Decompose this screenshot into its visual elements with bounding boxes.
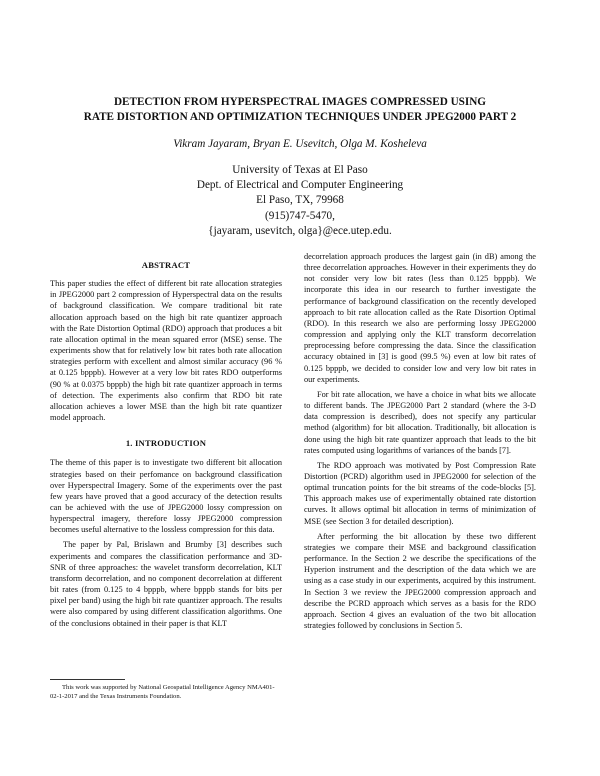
title-line-2: RATE DISTORTION AND OPTIMIZATION TECHNIQUES UNDER JPEG2000 PART 2: [83, 110, 517, 123]
affiliation-phone: (915)747-5470,: [265, 209, 335, 222]
paper-title: [60, 95, 540, 124]
right-paragraph-3: The RDO approach was motivated by Post Compression Rate Distortion (PCRD) algorithm used in JPEG2000 for selection of the optimal truncation points for the bit streams of the code-blocks [5]. This approach makes use of experimentally obtained rate distortion curves. It allows optimal bit allocation in terms of minimization of MSE (see Section 3 for detailed description).: [304, 460, 536, 526]
right-paragraph-2: For bit rate allocation, we have a choice in what bits we allocate to different bands. The JPEG2000 Part 2 standard (where the 3-D data compression is described), does not specify any particular method (algorithm) for bit allocation. Traditionally, bit allocation is done using the high bit rate quantizer approach that leads to the bit rates computed using logarithms of variances of the bands [7].: [304, 389, 536, 455]
right-column: [304, 251, 536, 631]
right-paragraph-1: decorrelation approach produces the largest gain (in dB) among the three decorrelation approaches. However in their experiments they do not consider very low bit rates (less than 0.125 bpppb). We incorporate this idea in our research to further investigate the performance of background classification on the recently developed approach to bit rate allocation called as the Rate Disortion Optimal (RDO). In this research we also are performing lossy JPEG2000 compression and applying only the KLT transform decorrelation preprocessing before compressing the data. Since the classification accuracy obtained in [3] is good (99.5 %) even at low bit rates of 0.125 bpppb, we decided to consider low and very low bit rates in our experiments.: [304, 252, 536, 384]
abstract-text: This paper studies the effect of different bit rate allocation strategies in JPEG2000 part 2 compression of Hyperspectral data on the results of background classification. We compare traditional bit rate allocation approach based on the high bit rate quantizer approach with the Rate Distortion Optimal (RDO) approach that produces a bit rate allocation optimal in the mean squared error (MSE) sense. The experiments show that for relatively low bit rates both rate allocation strategies perform with excellent and almost similar accuracy (96 % at 0.125 bpppb). However at a very low bit rates RDO outperforms (90 % at 0.0375 bpppb) the high bit rate quantizer approach in terms of detection. The experiments also confirm that RDO bit rate allocation achieves a lower MSE than the high bit rate quantizer model approach.: [50, 279, 282, 423]
affiliation-university: University of Texas at El Paso: [232, 164, 368, 176]
abstract-heading: ABSTRACT: [141, 260, 191, 270]
affiliation-block: [100, 163, 500, 239]
affiliation-city: El Paso, TX, 79968: [256, 194, 344, 207]
intro-paragraph-1: The theme of this paper is to investigate two different bit allocation strategies based on their perfomance on background classification over Hyperspectral Imagery. Some of the experiments over the past few years have proved that a good accuracy of the detection results can be achieved with the use of JPEG2000 lossy compression on hyperspectral imagery, therefore lossy JPEG2000 compression becomes useful alternative to the lossless compression for this data.: [50, 458, 282, 535]
introduction-heading: 1. INTRODUCTION: [125, 438, 207, 449]
affiliation-email: {jayaram, usevitch, olga}@ece.utep.edu.: [208, 224, 392, 237]
footnote-text: This work was supported by National Geospatial Intelligence Agency NMA401-02-1-2017 and the Texas Instruments Foundation.: [50, 684, 275, 700]
author-list: Vikram Jayaram, Bryan E. Usevitch, Olga M. Kosheleva: [173, 138, 427, 150]
footnote-divider: [50, 679, 125, 680]
right-paragraph-4: After performing the bit allocation by these two different strategies we compare their MSE and background classification performance. In the Section 2 we describe the specifications of the Hyperion instrument and the description of the data which we are using as a case study in our experiments, acquired by this instrument. In Section 3 we review the JPEG2000 compression approach and describe the PCRD approach which serves as a basis for the RDO approach. Section 4 gives an evaluation of the two bit allocation strategies followed by conclusions in Section 5.: [304, 531, 536, 630]
title-line-1: DETECTION FROM HYPERSPECTRAL IMAGES COMPRESSED USING: [113, 96, 487, 108]
intro-paragraph-2: The paper by Pal, Brislawn and Brumby [3] describes such experiments and compares the classification performance and 3D-SNR of three approaches: the wavelet transform decorrelation, KLT transform decorrelation, and no component decorrelation at different bit rates (from 0.125 to 4 bpppb, where bpppb stands for bits per pixel per band) using the high bit rate quantizer approach. The results were also compared by using different classification algorithms. One of the conclusions obtained in their paper is that KLT: [50, 540, 282, 628]
footnote: [50, 683, 282, 701]
affiliation-department: Dept. of Electrical and Computer Engineering: [196, 179, 404, 192]
left-column: [50, 260, 282, 629]
